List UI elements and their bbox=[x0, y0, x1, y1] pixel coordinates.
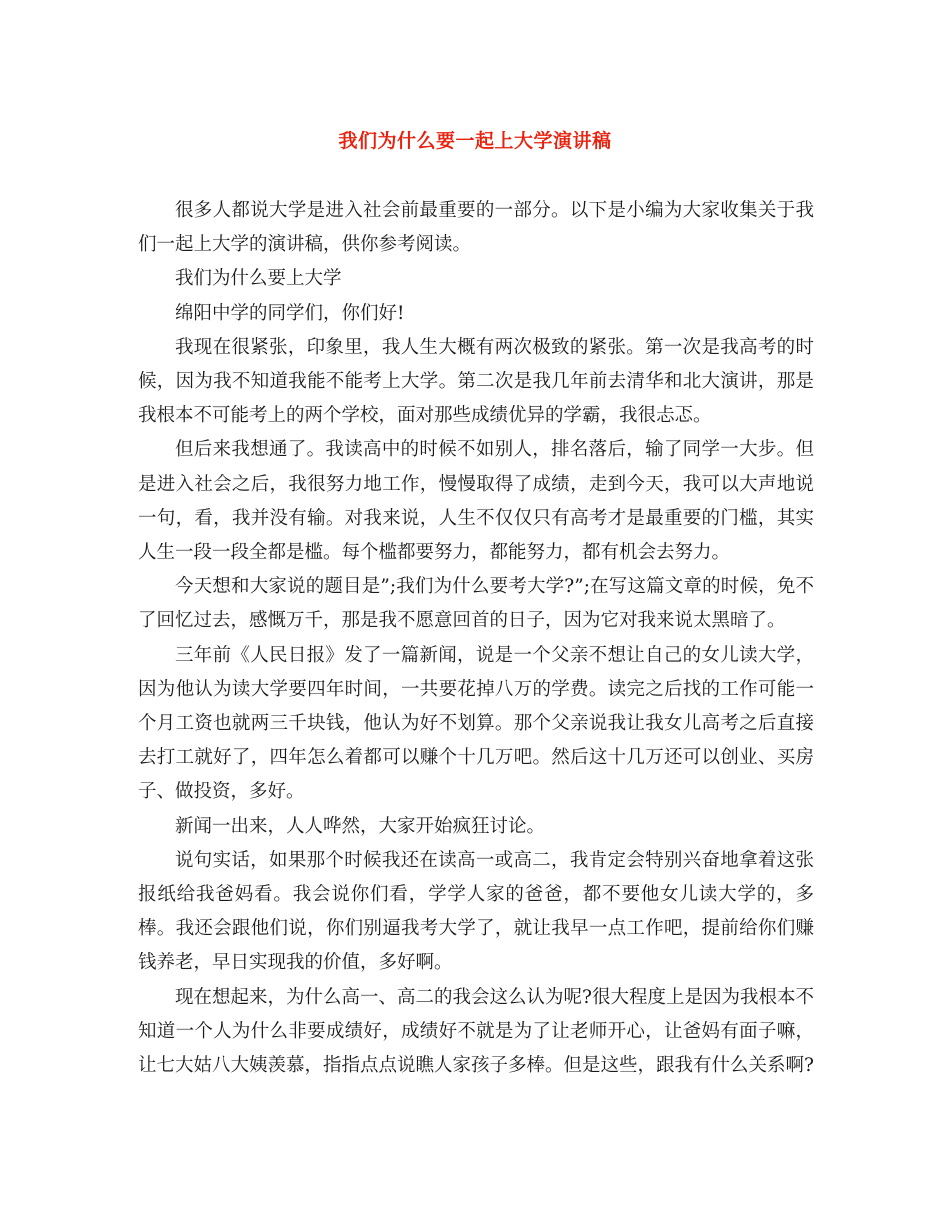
paragraph: 说句实话，如果那个时候我还在读高一或高二，我肯定会特别兴奋地拿着这张报纸给我爸妈看。我会说你们看，学学人家的爸爸，都不要他女儿读大学的，多棒。我还会跟他们说，你们别逼我考大学了，就让我早一点工作吧，提前给你们赚钱养老，早日实现我的价值，多好啊。 bbox=[138, 849, 814, 974]
paragraph: 三年前《人民日报》发了一篇新闻，说是一个父亲不想让自己的女儿读大学，因为他认为读大学要四年时间，一共要花掉八万的学费。读完之后找的工作可能一个月工资也就两三千块钱，他认为好不划算。那个父亲说我让我女儿高考之后直接去打工就好了，四年怎么着都可以赚个十几万吧。然后这十几万还可以创业、买房子、做投资，多好。 bbox=[138, 644, 814, 803]
paragraph: 绵阳中学的同学们，你们好! bbox=[175, 302, 405, 324]
paragraph: 新闻一出来，人人哗然，大家开始疯狂讨论。 bbox=[175, 815, 546, 837]
paragraph: 我们为什么要上大学 bbox=[175, 268, 342, 290]
paragraph: 但后来我想通了。我读高中的时候不如别人，排名落后，输了同学一大步。但是进入社会之后，我很努力地工作，慢慢取得了成绩，走到今天，我可以大声地说一句，看，我并没有输。对我来说，人生不仅仅只有高考才是最重要的门槛，其实人生一段一段全都是槛。每个槛都要努力，都能努力，都有机会去努力。 bbox=[138, 439, 814, 564]
paragraph: 很多人都说大学是进入社会前最重要的一部分。以下是小编为大家收集关于我们一起上大学的演讲稿，供你参考阅读。 bbox=[138, 200, 814, 256]
paragraph: 现在想起来，为什么高一、高二的我会这么认为呢?很大程度上是因为我根本不知道一个人为什么非要成绩好，成绩好不就是为了让老师开心，让爸妈有面子嘛，让七大姑八大姨羡慕，指指点点说瞧人家孩子多棒。但是这些，跟我有什么关系啊? bbox=[138, 986, 814, 1077]
paragraph: 今天想和大家说的题目是”;我们为什么要考大学?”;在写这篇文章的时候，免不了回忆过去，感慨万千，那是我不愿意回首的日子，因为它对我来说太黑暗了。 bbox=[138, 576, 814, 632]
document-body bbox=[138, 194, 814, 1083]
document-title: 我们为什么要一起上大学演讲稿 bbox=[338, 130, 612, 152]
paragraph: 我现在很紧张，印象里，我人生大概有两次极致的紧张。第一次是我高考的时候，因为我不知道我能不能考上大学。第二次是我几年前去清华和北大演讲，那是我根本不可能考上的两个学校，面对那些成绩优异的学霸，我很忐忑。 bbox=[138, 336, 814, 427]
